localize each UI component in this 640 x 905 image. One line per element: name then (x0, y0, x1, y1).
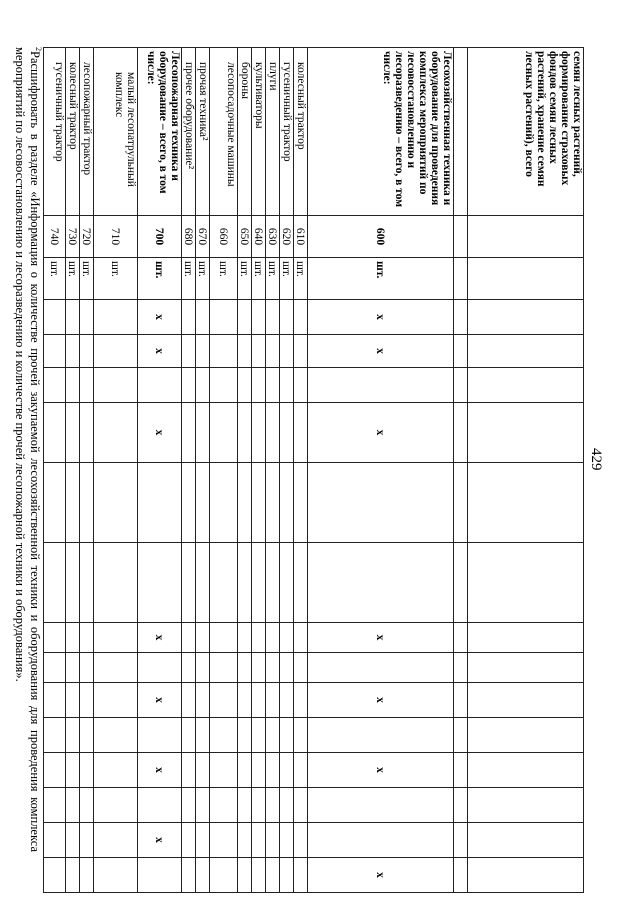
mark-cell (238, 858, 252, 893)
mark-cell (308, 788, 454, 823)
row-unit-cell (468, 258, 584, 300)
mark-cell (182, 788, 196, 823)
mark-cell (210, 300, 238, 335)
row-name-cell: семян лесных растений, формирование страховых фондов семян лесных растений, хранение семян лесных растений), всего (468, 48, 584, 216)
mark-cell (182, 683, 196, 718)
mark-cell (196, 403, 210, 463)
mark-cell (454, 858, 468, 893)
mark-cell (196, 718, 210, 753)
mark-cell (94, 335, 138, 368)
row-code-cell: 720 (80, 216, 94, 258)
row-code-cell (454, 216, 468, 258)
mark-cell (210, 683, 238, 718)
mark-cell (66, 300, 80, 335)
mark-cell (44, 718, 66, 753)
table-row (238, 48, 252, 893)
mark-cell (454, 823, 468, 858)
mark-cell (66, 623, 80, 653)
mark-cell (210, 403, 238, 463)
mark-cell (468, 858, 584, 893)
mark-cell (468, 335, 584, 368)
row-unit-cell: шт. (252, 258, 266, 300)
mark-cell (252, 335, 266, 368)
mark-cell (238, 788, 252, 823)
mark-cell (182, 753, 196, 788)
mark-cell (266, 653, 280, 683)
mark-cell (266, 335, 280, 368)
row-name-cell: гусеничный трактор (280, 48, 294, 216)
mark-cell (44, 335, 66, 368)
row-name-cell: гусеничный трактор (44, 48, 66, 216)
row-code-cell: 650 (238, 216, 252, 258)
mark-cell (294, 653, 308, 683)
mark-cell: x (308, 623, 454, 653)
mark-cell (138, 858, 182, 893)
mark-cell (252, 683, 266, 718)
mark-cell: x (308, 335, 454, 368)
mark-cell (80, 623, 94, 653)
row-code-cell: 640 (252, 216, 266, 258)
mark-cell (266, 543, 280, 623)
mark-cell (294, 368, 308, 403)
mark-cell (196, 823, 210, 858)
row-name-cell: малый лесопатрульный комплекс (94, 48, 138, 216)
mark-cell (44, 753, 66, 788)
mark-cell (468, 543, 584, 623)
mark-cell (280, 823, 294, 858)
mark-cell (94, 753, 138, 788)
mark-cell (138, 718, 182, 753)
mark-cell: x (138, 683, 182, 718)
mark-cell (252, 463, 266, 543)
row-unit-cell (454, 258, 468, 300)
table-row (252, 48, 266, 893)
row-code-cell (468, 216, 584, 258)
mark-cell (182, 718, 196, 753)
mark-cell (210, 543, 238, 623)
mark-cell (468, 788, 584, 823)
mark-cell (196, 463, 210, 543)
mark-cell (468, 463, 584, 543)
mark-cell (210, 653, 238, 683)
mark-cell (252, 623, 266, 653)
mark-cell (454, 463, 468, 543)
mark-cell (294, 300, 308, 335)
mark-cell (80, 368, 94, 403)
mark-cell (252, 788, 266, 823)
mark-cell (454, 543, 468, 623)
row-unit-cell: шт. (210, 258, 238, 300)
table-row (196, 48, 210, 893)
mark-cell (266, 683, 280, 718)
mark-cell (80, 300, 94, 335)
mark-cell (294, 683, 308, 718)
mark-cell: x (308, 300, 454, 335)
mark-cell (182, 543, 196, 623)
row-name-cell: Лесопожарная техника и оборудование – всего, в том числе: (138, 48, 182, 216)
mark-cell (138, 543, 182, 623)
mark-cell (196, 788, 210, 823)
mark-cell (210, 788, 238, 823)
row-name-cell: плуги (266, 48, 280, 216)
footnote (12, 47, 46, 852)
table-row (44, 48, 66, 893)
table-row (138, 48, 182, 893)
mark-cell (454, 300, 468, 335)
mark-cell (80, 543, 94, 623)
mark-cell (210, 753, 238, 788)
mark-cell (44, 623, 66, 653)
footnote-text: Расшифровать в разделе «Информация о количестве прочей закупаемой лесохозяйственной техники и оборудования для проведения комплекса мероприятий по лесовосстановлению и лесоразведению и количестве прочей лесопожарной техники и оборудования». (12, 47, 42, 852)
mark-cell (280, 368, 294, 403)
mark-cell (238, 653, 252, 683)
mark-cell (138, 788, 182, 823)
mark-cell (266, 463, 280, 543)
mark-cell (238, 368, 252, 403)
row-unit-cell: шт. (280, 258, 294, 300)
mark-cell (454, 368, 468, 403)
mark-cell (454, 788, 468, 823)
mark-cell (182, 858, 196, 893)
mark-cell (44, 653, 66, 683)
row-name-cell: прочая техника² (196, 48, 210, 216)
mark-cell (238, 623, 252, 653)
mark-cell (66, 335, 80, 368)
mark-cell (44, 543, 66, 623)
mark-cell (252, 653, 266, 683)
mark-cell (80, 753, 94, 788)
table-row (454, 48, 468, 893)
mark-cell (80, 683, 94, 718)
mark-cell (252, 368, 266, 403)
mark-cell (468, 718, 584, 753)
mark-cell: x (138, 300, 182, 335)
mark-cell (210, 368, 238, 403)
mark-cell (238, 543, 252, 623)
mark-cell (238, 823, 252, 858)
row-unit-cell: шт. (196, 258, 210, 300)
mark-cell (80, 718, 94, 753)
row-code-cell: 620 (280, 216, 294, 258)
row-unit-cell: шт. (94, 258, 138, 300)
mark-cell (294, 718, 308, 753)
row-code-cell: 710 (94, 216, 138, 258)
mark-cell (468, 753, 584, 788)
mark-cell (196, 368, 210, 403)
mark-cell (454, 683, 468, 718)
mark-cell (94, 463, 138, 543)
mark-cell: x (138, 753, 182, 788)
mark-cell (182, 300, 196, 335)
mark-cell (182, 335, 196, 368)
row-code-cell: 660 (210, 216, 238, 258)
mark-cell (308, 463, 454, 543)
row-name-cell: колесный трактор (66, 48, 80, 216)
mark-cell (252, 858, 266, 893)
mark-cell (94, 823, 138, 858)
mark-cell (266, 753, 280, 788)
table-row (182, 48, 196, 893)
mark-cell (308, 823, 454, 858)
mark-cell: x (138, 335, 182, 368)
row-name-cell (454, 48, 468, 216)
mark-cell (266, 718, 280, 753)
table-row (266, 48, 280, 893)
mark-cell (66, 403, 80, 463)
mark-cell (210, 463, 238, 543)
table-row (294, 48, 308, 893)
mark-cell (94, 788, 138, 823)
page-number: 429 (588, 448, 604, 471)
mark-cell (44, 788, 66, 823)
mark-cell (94, 858, 138, 893)
row-name-cell: прочее оборудование² (182, 48, 196, 216)
mark-cell (266, 368, 280, 403)
mark-cell (66, 718, 80, 753)
table-row (66, 48, 80, 893)
mark-cell (66, 858, 80, 893)
row-code-cell: 740 (44, 216, 66, 258)
mark-cell: x (138, 403, 182, 463)
row-unit-cell: шт. (294, 258, 308, 300)
mark-cell (80, 823, 94, 858)
mark-cell (238, 403, 252, 463)
mark-cell (210, 335, 238, 368)
mark-cell (210, 718, 238, 753)
mark-cell (468, 300, 584, 335)
mark-cell (294, 403, 308, 463)
mark-cell (94, 543, 138, 623)
mark-cell (266, 623, 280, 653)
mark-cell (280, 718, 294, 753)
row-unit-cell: шт. (138, 258, 182, 300)
mark-cell (308, 543, 454, 623)
row-unit-cell: шт. (80, 258, 94, 300)
mark-cell (308, 718, 454, 753)
mark-cell (80, 858, 94, 893)
mark-cell (44, 300, 66, 335)
mark-cell (252, 543, 266, 623)
mark-cell (294, 858, 308, 893)
mark-cell (66, 788, 80, 823)
mark-cell (94, 300, 138, 335)
mark-cell (308, 368, 454, 403)
mark-cell: x (308, 683, 454, 718)
mark-cell (238, 753, 252, 788)
mark-cell (44, 683, 66, 718)
mark-cell (44, 823, 66, 858)
mark-cell (182, 463, 196, 543)
mark-cell (66, 823, 80, 858)
mark-cell (80, 335, 94, 368)
mark-cell (294, 543, 308, 623)
mark-cell (294, 753, 308, 788)
mark-cell (182, 653, 196, 683)
mark-cell (468, 823, 584, 858)
mark-cell (80, 463, 94, 543)
table-row (468, 48, 584, 893)
row-name-cell: бороны (238, 48, 252, 216)
mark-cell (252, 753, 266, 788)
row-unit-cell: шт. (238, 258, 252, 300)
mark-cell (94, 683, 138, 718)
row-code-cell: 670 (196, 216, 210, 258)
mark-cell (280, 543, 294, 623)
mark-cell (94, 403, 138, 463)
mark-cell (66, 368, 80, 403)
mark-cell (280, 300, 294, 335)
mark-cell (266, 403, 280, 463)
mark-cell (94, 623, 138, 653)
table-row (280, 48, 294, 893)
mark-cell (454, 653, 468, 683)
mark-cell (80, 653, 94, 683)
mark-cell (66, 543, 80, 623)
mark-cell (138, 368, 182, 403)
mark-cell (238, 300, 252, 335)
mark-cell (238, 718, 252, 753)
mark-cell (252, 823, 266, 858)
mark-cell (196, 623, 210, 653)
mark-cell (196, 653, 210, 683)
mark-cell (210, 823, 238, 858)
mark-cell (280, 653, 294, 683)
mark-cell (44, 463, 66, 543)
mark-cell (238, 335, 252, 368)
mark-cell: x (138, 623, 182, 653)
row-unit-cell: шт. (266, 258, 280, 300)
row-name-cell: колесный трактор (294, 48, 308, 216)
row-name-cell: Лесохозяйственная техника и оборудование для проведения комплекса мероприятий по лесовосстановлению и лесоразведению – всего, в том числе: (308, 48, 454, 216)
mark-cell (182, 403, 196, 463)
mark-cell (196, 683, 210, 718)
mark-cell (238, 683, 252, 718)
mark-cell (280, 463, 294, 543)
mark-cell (468, 653, 584, 683)
mark-cell: x (308, 753, 454, 788)
mark-cell (308, 653, 454, 683)
mark-cell (280, 623, 294, 653)
mark-cell (280, 403, 294, 463)
mark-cell (454, 753, 468, 788)
mark-cell: x (308, 858, 454, 893)
mark-cell (294, 623, 308, 653)
mark-cell (468, 403, 584, 463)
mark-cell (280, 335, 294, 368)
row-unit-cell: шт. (182, 258, 196, 300)
mark-cell: x (308, 403, 454, 463)
mark-cell (468, 623, 584, 653)
mark-cell (94, 718, 138, 753)
mark-cell (294, 335, 308, 368)
table-row (80, 48, 94, 893)
row-code-cell: 610 (294, 216, 308, 258)
mark-cell (182, 823, 196, 858)
row-unit-cell: шт. (66, 258, 80, 300)
mark-cell (196, 858, 210, 893)
footnote-marker: 2 (34, 47, 43, 51)
table-row (308, 48, 454, 893)
row-code-cell: 700 (138, 216, 182, 258)
mark-cell (280, 788, 294, 823)
mark-cell (196, 300, 210, 335)
mark-cell (196, 753, 210, 788)
mark-cell (196, 335, 210, 368)
mark-cell (238, 463, 252, 543)
row-code-cell: 730 (66, 216, 80, 258)
row-code-cell: 630 (266, 216, 280, 258)
mark-cell (294, 788, 308, 823)
table-row (94, 48, 138, 893)
mark-cell (210, 623, 238, 653)
row-code-cell: 680 (182, 216, 196, 258)
row-unit-cell: шт. (308, 258, 454, 300)
mark-cell (138, 463, 182, 543)
mark-cell (94, 368, 138, 403)
mark-cell (266, 300, 280, 335)
mark-cell (280, 683, 294, 718)
mark-cell (454, 403, 468, 463)
mark-cell (252, 403, 266, 463)
mark-cell (294, 463, 308, 543)
mark-cell (294, 823, 308, 858)
mark-cell (468, 368, 584, 403)
mark-cell (44, 403, 66, 463)
mark-cell (66, 683, 80, 718)
row-name-cell: лесопожарный трактор (80, 48, 94, 216)
mark-cell (454, 718, 468, 753)
mark-cell (182, 368, 196, 403)
mark-cell (94, 653, 138, 683)
mark-cell (280, 753, 294, 788)
mark-cell (266, 788, 280, 823)
equipment-table (43, 47, 584, 893)
mark-cell (266, 823, 280, 858)
mark-cell (252, 300, 266, 335)
mark-cell (66, 463, 80, 543)
mark-cell (468, 683, 584, 718)
mark-cell (66, 653, 80, 683)
mark-cell: x (138, 823, 182, 858)
mark-cell (80, 788, 94, 823)
mark-cell (210, 858, 238, 893)
mark-cell (266, 858, 280, 893)
mark-cell (66, 753, 80, 788)
mark-cell (80, 403, 94, 463)
mark-cell (280, 858, 294, 893)
mark-cell (44, 858, 66, 893)
table-row (210, 48, 238, 893)
mark-cell (44, 368, 66, 403)
row-unit-cell: шт. (44, 258, 66, 300)
mark-cell (454, 335, 468, 368)
mark-cell (252, 718, 266, 753)
mark-cell (196, 543, 210, 623)
mark-cell (454, 623, 468, 653)
row-name-cell: культиваторы (252, 48, 266, 216)
mark-cell (182, 623, 196, 653)
mark-cell (138, 653, 182, 683)
row-name-cell: лесопосадочные машины (210, 48, 238, 216)
row-code-cell: 600 (308, 216, 454, 258)
